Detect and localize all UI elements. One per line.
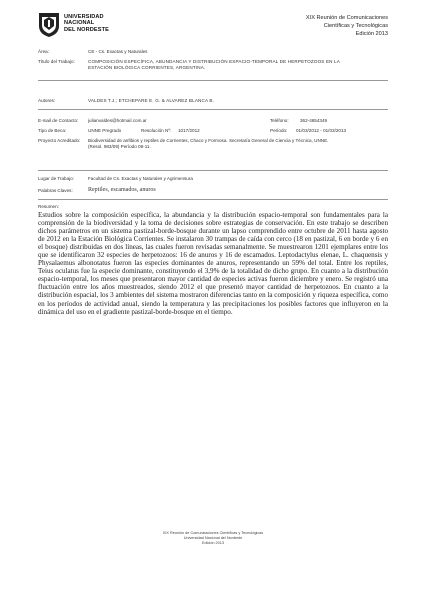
authors-value: VALDES T.J.; ETCHEPARE E. G. & ALVAREZ BLANCA B. <box>88 98 214 103</box>
title-value: COMPOSICIÓN ESPECÍFICA, ABUNDANCIA Y DISTRIBUCIÓN ESPACIO-TEMPORAL DE HERPETOZOOS EN LA ESTACIÓN BIOLÓGICA CORRIENTES, ARGENTINA. <box>88 59 340 70</box>
authors-label: Autores: <box>38 98 56 103</box>
workplace-value: Facultad de Cs. Exactas y Naturales y Agrimensura <box>88 176 193 181</box>
project-label: Proyecto Acreditado: <box>38 138 81 143</box>
divider <box>38 80 388 81</box>
keywords-value: Reptiles, escamados, anuros <box>88 187 156 193</box>
scholarship-type-label: Tipo de Beca: <box>38 128 67 133</box>
document-header <box>38 12 388 44</box>
area-row <box>38 49 388 55</box>
workplace-row <box>38 176 388 182</box>
contact-row <box>38 118 388 124</box>
divider <box>38 199 388 200</box>
event-title <box>306 14 388 38</box>
resolution-value: 1017/2012 <box>178 128 200 133</box>
footer-line3: Edición 2013 <box>202 541 224 545</box>
resolution-label: Resolución Nº: <box>141 128 172 133</box>
university-name <box>64 14 109 33</box>
phone-label: Teléfono: <box>270 118 289 123</box>
abstract-text: Estudios sobre la composición específica, la abundancia y la distribución espacio-temporal son fundamentales para la comprensión de la biodiversidad y la toma de decisiones sobre estrategias de conservación. En este trabajo se describen dichos parámetros en un sistema pastizal-borde-bosque durante un lapso comprendido entre octubre de 2011 hasta agosto de 2012 en la Estación Biológica Corrientes. Se instalaron 30 trampas de caída con cerco (18 en pastizal, 6 en borde y 6 en el bosque) distribuidas en dos líneas, las cuales fueron revisadas semanalmente. Se muestrearon 1201 ejemplares entre los que se identificaron 32 especies de herpetozoos: 16 de anuros y 16 de escamados. Leptodactylus elenae, L. chaquensis y Physalaemus albonotatus fueron las especies dominantes de anuros, representando un 59% del total. Entre los reptiles, Teius oculatus fue la especie dominante, constituyendo el 3,9% de la totalidad de dicho grupo. En cuanto a la distribución espacio-temporal, los meses que presentaron mayor cantidad de especies activas fueron diciembre y enero. Se registró una fluctuación entre los años muestreados, siendo 2012 el que presentó mayor cantidad de herpetozoos. En cuanto a la distribución espacial, los 3 ambientes del sistema mostraron diferencias tanto en la composición y riqueza específica, como en los períodos de actividad anual, siendo la temperatura y las precipitaciones los posibles factores que influyeron en la dinámica del uso en el gradiente pastizal-borde-bosque en el tiempo. <box>38 211 388 316</box>
email-label: E-mail de Contacto: <box>38 118 79 123</box>
university-name-line1: UNIVERSIDAD <box>64 14 104 20</box>
university-name-line3: DEL NORDESTE <box>64 26 109 33</box>
workplace-label: Lugar de Trabajo: <box>38 176 75 181</box>
divider <box>38 170 388 171</box>
email-value[interactable]: julianvaldes@hotmail.com.ar <box>88 118 147 123</box>
scholarship-row <box>38 128 388 134</box>
university-shield-icon <box>38 12 60 38</box>
period-value: 01/03/2012 - 01/03/2013 <box>296 128 347 133</box>
event-title-line1: XIX Reunión de Comunicaciones <box>305 15 388 21</box>
event-edition: Edición 2013 <box>355 31 388 37</box>
footer-line1: XIX Reunión de Comunicaciones Científicas y Tecnológicas <box>162 531 264 535</box>
authors-row <box>38 98 388 104</box>
divider <box>38 109 388 110</box>
project-row <box>38 138 388 152</box>
abstract-label: Resumen: <box>38 204 59 209</box>
period-label: Período: <box>270 128 288 133</box>
keywords-label: Palabras Claves: <box>38 188 73 193</box>
event-title-line2: Científicas y Tecnológicas <box>323 23 388 29</box>
scholarship-type-value: UNNE Pregrado <box>88 128 122 133</box>
title-row <box>38 59 388 73</box>
university-name-line2: NACIONAL <box>64 20 95 27</box>
footer-line2: Universidad Nacional del Nordeste <box>183 536 243 540</box>
phone-value: 362-4654349 <box>300 118 328 123</box>
document-footer <box>38 531 388 546</box>
area-value: CE - Cs. Exactas y Naturales <box>88 49 148 54</box>
area-label: Área: <box>38 49 49 54</box>
keywords-row <box>38 188 388 194</box>
title-label: Título del Trabajo: <box>38 59 75 64</box>
project-value: Biodiversidad de anfibios y reptiles de Corrientes, Chaco y Formosa. Secretaría General de Ciencia y Técnica, UNNE. (Resol. 983/09) Período 08-11. <box>88 138 329 149</box>
